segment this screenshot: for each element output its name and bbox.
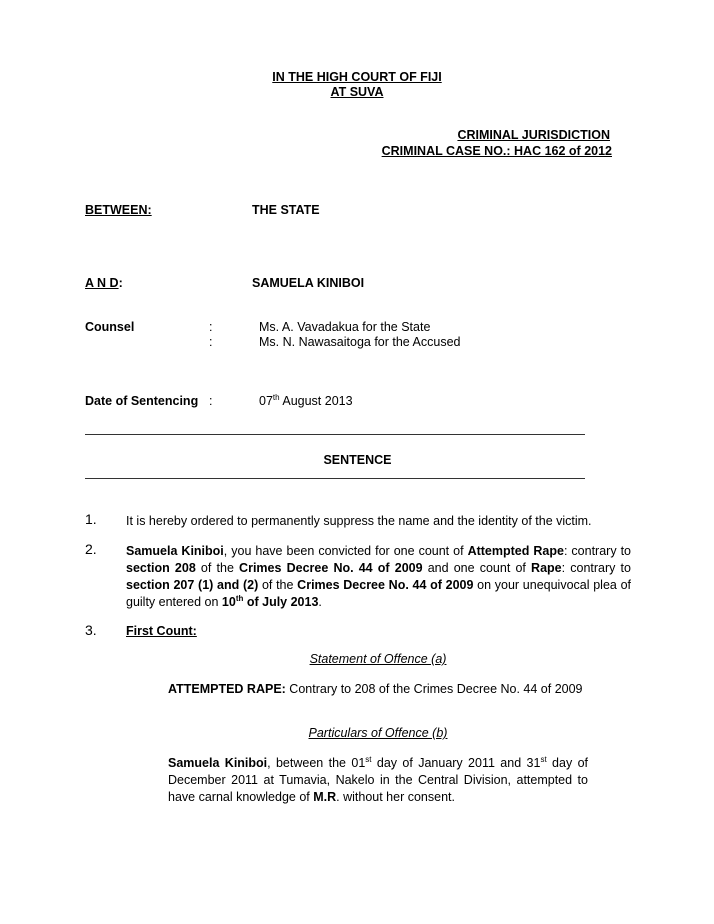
- particulars-sup-2: st: [540, 754, 547, 764]
- p2-text-7: on your unequivocal plea of guilty entered on: [126, 578, 631, 609]
- p2-text-end: .: [318, 595, 322, 609]
- section-207: section 207 (1) and (2): [126, 578, 259, 592]
- court-name: IN THE HIGH COURT OF FIJI: [272, 70, 442, 84]
- divider-top: [85, 434, 585, 435]
- plea-day: 10: [221, 595, 236, 609]
- p2-text-3: of the: [195, 561, 240, 575]
- plea-day-suffix: th: [235, 593, 244, 603]
- and-label: [85, 276, 123, 290]
- p2-text-2: : contrary to: [563, 544, 632, 558]
- particulars-sup-1: st: [365, 754, 372, 764]
- sentencing-date-label: Date of Sentencing: [85, 394, 199, 408]
- divider-bottom: [85, 478, 585, 479]
- accused-party: SAMUELA KINIBOI: [252, 276, 365, 290]
- particulars-text-1: , between the 01: [267, 756, 366, 770]
- counsel-colon-2: :: [209, 335, 213, 349]
- offence-text: Contrary to 208 of the Crimes Decree No. 44 of 2009: [285, 682, 583, 696]
- crimes-decree-2: Crimes Decree No. 44 of 2009: [297, 578, 474, 592]
- sentencing-day: 07: [259, 394, 273, 408]
- document-title: SENTENCE: [323, 453, 392, 467]
- court-location: AT SUVA: [330, 85, 384, 99]
- statement-of-offence-heading: Statement of Offence (a): [309, 652, 447, 666]
- p2-text-1: , you have been convicted for one count of: [223, 544, 468, 558]
- crimes-decree-1: Crimes Decree No. 44 of 2009: [239, 561, 423, 575]
- sentencing-month-year: August 2013: [279, 394, 353, 408]
- and-label-text: A N D: [85, 276, 119, 290]
- charge-rape: Rape: [531, 561, 562, 575]
- para-1-text: It is hereby ordered to permanently suppress the name and the identity of the victim.: [126, 514, 592, 528]
- between-label: BETWEEN:: [85, 203, 152, 217]
- para-2-number: 2.: [85, 541, 97, 557]
- particulars-text-3: day of December 2011 at Tumavia, Nakelo in the Central Division, attempted to have carnal knowledge of: [168, 756, 588, 804]
- counsel-colon-1: :: [209, 320, 213, 334]
- counsel-accused: Ms. N. Nawasaitoga for the Accused: [259, 335, 461, 349]
- particulars-of-offence-heading: Particulars of Offence (b): [308, 726, 448, 740]
- section-208: section 208: [126, 561, 196, 575]
- jurisdiction: CRIMINAL JURISDICTION: [457, 128, 610, 142]
- para-2-text: [126, 543, 631, 611]
- first-count-heading: First Count:: [126, 624, 197, 638]
- plea-date: [221, 593, 322, 609]
- between-party: THE STATE: [252, 203, 320, 217]
- para-3-number: 3.: [85, 622, 97, 638]
- p2-text-4: and one count of: [422, 561, 532, 575]
- offence-particulars: [168, 755, 588, 806]
- p2-text-5: : contrary to: [561, 561, 631, 575]
- accused-name: Samuela Kiniboi: [126, 544, 224, 558]
- para-1-number: 1.: [85, 511, 97, 527]
- counsel-label: Counsel: [85, 320, 135, 334]
- particulars-text-4: . without her consent.: [336, 790, 455, 804]
- victim-initials: M.R: [313, 790, 337, 804]
- plea-month-year: of July 2013: [243, 595, 319, 609]
- particulars-accused-name: Samuela Kiniboi: [168, 756, 268, 770]
- counsel-state: Ms. A. Vavadakua for the State: [259, 320, 431, 334]
- sentencing-date-value: [259, 394, 353, 408]
- sentencing-date-colon: :: [209, 394, 213, 408]
- case-number: CRIMINAL CASE NO.: HAC 162 of 2012: [381, 144, 612, 158]
- particulars-text-2: day of January 2011 and 31: [371, 756, 541, 770]
- sentencing-day-suffix: th: [272, 392, 280, 402]
- charge-attempted-rape: Attempted Rape: [467, 544, 564, 558]
- offence-label: ATTEMPTED RAPE:: [168, 682, 286, 696]
- and-colon: :: [118, 276, 123, 290]
- offence-statement: [168, 681, 588, 698]
- p2-text-6: of the: [258, 578, 298, 592]
